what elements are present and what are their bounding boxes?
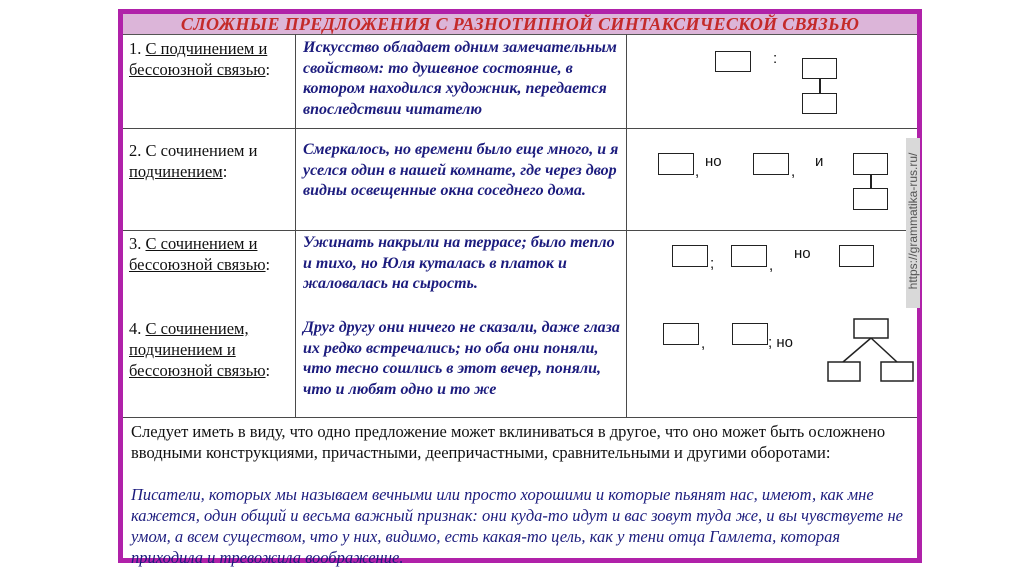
note-text: Следует иметь в виду, что одно предложение может вклиниваться в другое, что оно может быть осложнено вводными конструкциями, причастными, деепричастными, сравнительными и другими оборотами: — [131, 422, 886, 462]
note-example: Писатели, которых мы называем вечными или просто хорошими и которые пьянят нас, имеют, как мне кажется, один общий и весьма важный признак: они куда-то идут и вас зовут туда же, и вы чувствуете не умом, а всем существом, что у них, видимо, есть какая-то цель, как у тени отца Гамлета, которая приходила и тревожила воображение. — [131, 485, 903, 567]
clause-box — [715, 51, 751, 72]
comma-sign: , — [701, 335, 706, 352]
row-example-4: Друг другу они ничего не сказали, даже глаза их редко встречались; но оба они поняли, что тесно сошлись в этот вечер, поняли, что и любят одно и то же — [303, 319, 620, 398]
page-title: СЛОЖНЫЕ ПРЕДЛОЖЕНИЯ С РАЗНОТИПНОЙ СИНТАКСИЧЕСКОЙ СВЯЗЬЮ — [123, 14, 917, 35]
comma-sign: , — [791, 163, 796, 180]
row-example-2: Смеркалось, но времени было еще много, и я уселся один в нашей комнате, где через двор видны освещенные окна соседнего дома. — [303, 141, 619, 199]
column-divider — [295, 34, 296, 417]
connector-line — [870, 175, 872, 188]
row-example-3: Ужинать накрыли на террасе; было тепло и тихо, но Юля куталась в платок и жаловалась на сырость. — [303, 234, 615, 292]
conjunction-no: но — [705, 153, 722, 170]
conjunction-i: и — [815, 153, 824, 170]
clause-box — [663, 323, 699, 345]
subordination-diagram — [827, 316, 915, 390]
clause-box — [802, 58, 837, 79]
clause-box — [828, 362, 860, 381]
diagram-1 — [627, 34, 917, 128]
row-label-4: 4. С сочинением, подчинением и бессоюзной связью: — [129, 319, 271, 380]
comma-sign: , — [695, 163, 700, 180]
clause-box — [802, 93, 837, 114]
clause-box — [753, 153, 789, 175]
row-label-2: 2. С сочинением и подчинением: — [129, 141, 258, 181]
row-label-1: 1. С подчинением и бессоюзной связью: — [129, 39, 271, 79]
watermark-text: https://grammatika-rus.ru/ — [906, 152, 920, 290]
connector-line — [871, 338, 897, 362]
clause-box — [731, 245, 767, 267]
row-divider — [123, 417, 917, 418]
clause-box — [672, 245, 708, 267]
conjunction-no: но — [794, 245, 811, 262]
clause-box — [839, 245, 874, 267]
comma-sign: , — [769, 257, 774, 274]
diagram-3 — [627, 231, 917, 301]
row-label-3: 3. С сочинением и бессоюзной связью: — [129, 234, 271, 274]
row-example-1: Искусство обладает одним замечательным свойством: то душевное состояние, в котором находился художник, передается впоследствии читателю — [303, 39, 617, 118]
watermark — [906, 138, 920, 308]
connector-line — [819, 79, 821, 93]
semicolon-sign: ; — [710, 255, 715, 272]
semicolon-conjunction-no: ; но — [768, 334, 793, 351]
connector-line — [843, 338, 871, 362]
clause-box — [658, 153, 694, 175]
diagram-2 — [627, 129, 917, 229]
clause-box — [854, 319, 888, 338]
clause-box — [732, 323, 768, 345]
clause-box — [853, 188, 888, 210]
clause-box — [853, 153, 888, 175]
colon-sign: : — [773, 50, 778, 67]
clause-box — [881, 362, 913, 381]
table-frame — [118, 9, 922, 567]
diagram-4 — [627, 304, 917, 416]
